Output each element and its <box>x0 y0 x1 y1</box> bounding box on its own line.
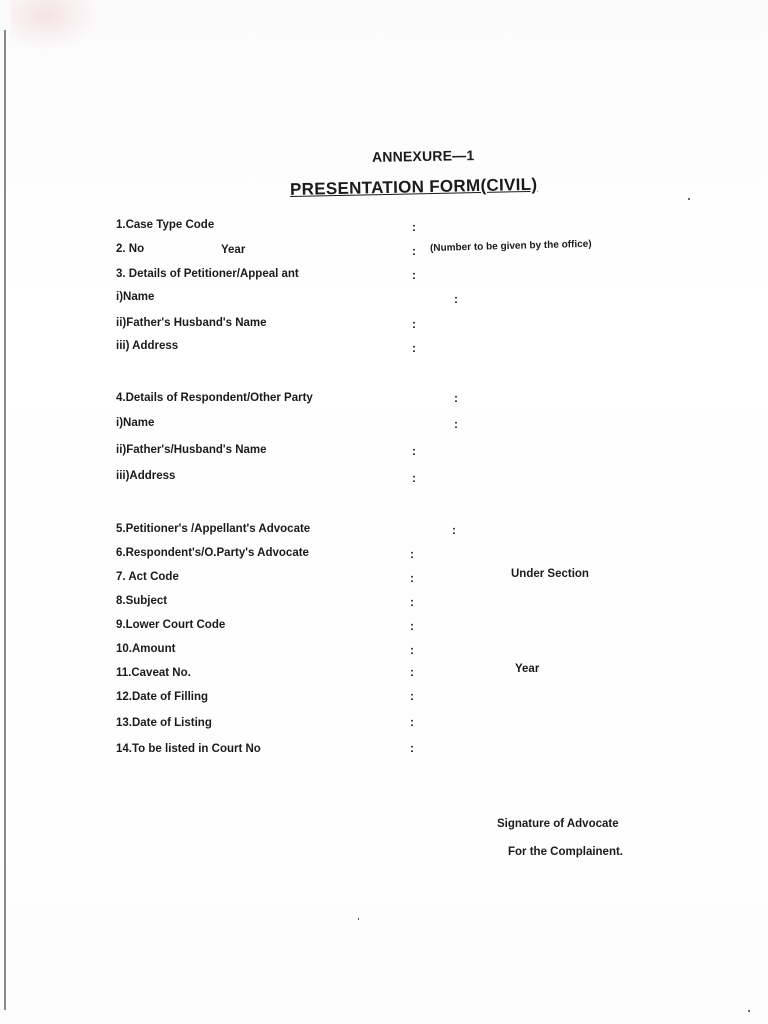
field-colon: : <box>410 595 414 609</box>
scan-edge-line <box>4 30 6 1010</box>
form-title: PRESENTATION FORM(CIVIL) <box>289 174 538 199</box>
field-respondent-name: i)Name <box>116 417 155 429</box>
field-lower-court-code: 9.Lower Court Code <box>116 619 226 631</box>
field-year: Year <box>221 244 246 256</box>
field-date-listing: 13.Date of Listing <box>116 717 212 729</box>
field-no: 2. No <box>116 243 145 255</box>
field-colon: : <box>410 689 414 703</box>
field-colon: : <box>410 665 414 679</box>
field-petitioner-father: ii)Father's Husband's Name <box>116 317 267 329</box>
scan-speck <box>358 918 359 920</box>
field-colon: : <box>410 571 414 585</box>
field-colon: : <box>410 643 414 657</box>
field-petitioner-details: 3. Details of Petitioner/Appeal ant <box>116 268 299 280</box>
scan-speck <box>748 1010 750 1012</box>
annexure-heading: ANNEXURE—1 <box>371 147 475 165</box>
field-petitioner-advocate: 5.Petitioner's /Appellant's Advocate <box>116 523 311 535</box>
field-colon: : <box>452 523 456 537</box>
field-colon: : <box>412 268 416 282</box>
field-petitioner-address: iii) Address <box>116 340 179 352</box>
signature-line: Signature of Advocate <box>497 818 619 830</box>
field-colon: : <box>410 619 414 633</box>
field-colon: : <box>412 471 416 485</box>
field-respondent-advocate: 6.Respondent's/O.Party's Advocate <box>116 547 309 559</box>
field-date-filling: 12.Date of Filling <box>116 691 209 703</box>
complainant-line: For the Complainent. <box>508 846 623 858</box>
field-colon: : <box>412 220 416 234</box>
caveat-year-label: Year <box>515 663 540 675</box>
field-petitioner-name: i)Name <box>116 291 155 303</box>
under-section-label: Under Section <box>511 568 589 580</box>
field-colon: : <box>412 317 416 331</box>
field-respondent-father: ii)Father's/Husband's Name <box>116 444 267 456</box>
field-act-code: 7. Act Code <box>116 571 179 583</box>
field-colon: : <box>410 741 414 755</box>
field-respondent-address: iii)Address <box>116 470 176 482</box>
field-colon: : <box>410 547 414 561</box>
field-colon: : <box>412 444 416 458</box>
field-colon: : <box>454 417 458 431</box>
field-caveat-no: 11.Caveat No. <box>116 667 191 679</box>
field-colon: : <box>412 341 416 355</box>
field-case-type-code: 1.Case Type Code <box>116 219 215 231</box>
field-subject: 8.Subject <box>116 595 168 607</box>
field-colon: : <box>454 391 458 405</box>
field-colon: : <box>410 715 414 729</box>
field-colon: : <box>454 292 458 306</box>
scan-smudge <box>10 0 100 50</box>
field-court-no: 14.To be listed in Court No <box>116 743 261 755</box>
scan-speck <box>688 198 690 200</box>
field-amount: 10.Amount <box>116 643 176 655</box>
field-respondent-details: 4.Details of Respondent/Other Party <box>116 392 313 404</box>
office-number-note: (Number to be given by the office) <box>429 238 592 254</box>
field-colon: : <box>412 244 416 258</box>
